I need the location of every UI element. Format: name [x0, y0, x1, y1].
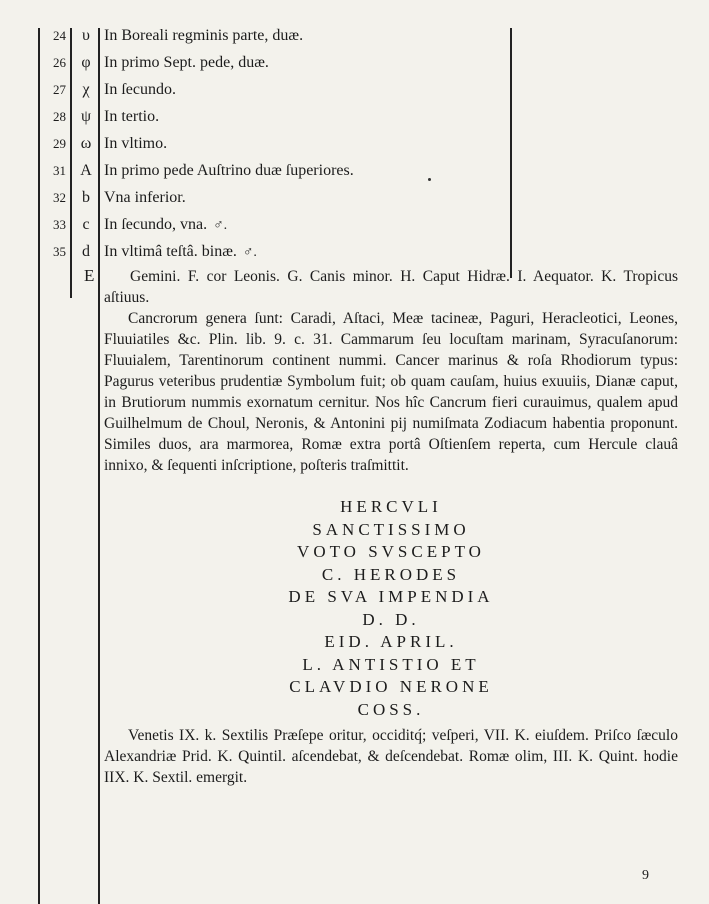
star-row: [0, 211, 709, 239]
closing-paragraph: Venetis IX. k. Sextilis Præſepe oritur, occiditq́; veſperi, VII. K. eiuſdem. Priſco ſæculo Alexandriæ Prid. K. Quintil. aſcendebat, & deſcendebat. Romæ olim, III. K. Quint. hodie IIX. K. Sextil. emergit.: [104, 727, 678, 786]
star-description-text: In vltimo.: [104, 135, 168, 152]
star-row: [0, 184, 709, 212]
star-description-text: In primo pede Auſtrino duæ ſuperiores.: [104, 162, 354, 179]
commentary-block: [104, 266, 678, 476]
star-number: 32: [53, 190, 66, 205]
star-symbol: A: [80, 162, 92, 179]
star-symbol: c: [82, 216, 90, 233]
star-row: [0, 157, 709, 185]
star-description: [104, 211, 227, 240]
star-row: [0, 103, 709, 131]
star-symbol: ω: [80, 135, 92, 152]
star-row: [0, 49, 709, 77]
inscription-line: DE SVA IMPENDIA: [288, 587, 494, 606]
star-description: [104, 22, 303, 50]
star-number: 33: [53, 217, 66, 232]
star-description: [104, 76, 176, 104]
inscription-line: VOTO SVSCEPTO: [297, 542, 485, 561]
star-description-text: Vna inferior.: [104, 189, 186, 206]
star-symbol: d: [82, 243, 90, 260]
star-number: 29: [53, 136, 66, 151]
inscription-line: EID. APRIL.: [324, 632, 458, 651]
star-description: [104, 49, 269, 77]
star-number: 26: [53, 55, 66, 70]
star-number: 31: [53, 163, 66, 178]
star-number: 24: [53, 28, 66, 43]
legend-letter: E: [84, 266, 95, 285]
star-description-text: In tertio.: [104, 108, 160, 125]
star-symbol: χ: [82, 81, 90, 98]
inscription-line: SANCTISSIMO: [312, 519, 470, 539]
star-number: 27: [53, 82, 66, 97]
star-description: [104, 184, 186, 212]
star-description-text: In Boreali regminis parte, duæ.: [104, 27, 304, 44]
inscription-line: CLAVDIO NERONE: [289, 677, 493, 696]
star-symbol: υ: [82, 27, 90, 44]
star-description: [104, 238, 257, 267]
star-description-text: In ſecundo, vna.: [104, 216, 208, 233]
star-row: [0, 238, 709, 266]
star-description: [104, 103, 159, 131]
star-number: 28: [53, 109, 66, 124]
inscription-line: HERCVLI: [340, 497, 442, 516]
page-mark: 9: [642, 868, 649, 883]
inscription-line: D. D.: [362, 609, 420, 629]
legend-paragraph: Gemini. F. cor Leonis. G. Canis minor. H. Caput Hidræ. I. Aequator. K. Tropicus aſtiuus.: [104, 268, 678, 306]
planet-mark: ♂.: [242, 245, 257, 260]
star-symbol: ψ: [80, 108, 91, 125]
star-description-text: In ſecundo.: [104, 81, 176, 98]
star-description: [104, 157, 354, 185]
star-description-text: In vltimâ teſtâ. binæ.: [104, 243, 237, 260]
hercules-inscription: [104, 496, 678, 721]
star-row: [0, 130, 709, 158]
inscription-line: L. ANTISTIO ET: [302, 654, 480, 674]
star-row: [0, 22, 709, 50]
inscription-line: C. HERODES: [321, 564, 461, 584]
inscription-line: COSS.: [357, 699, 425, 719]
star-number: 35: [53, 244, 66, 259]
star-symbol: φ: [81, 54, 91, 71]
star-description: [104, 130, 167, 158]
star-symbol: b: [82, 189, 90, 206]
closing-block: [104, 725, 678, 788]
cancer-paragraph: Cancrorum genera ſunt: Caradi, Aſtaci, Meæ tacineæ, Paguri, Heracleotici, Leones, Fluuiatiles &c. Plin. lib. 9. c. 31. Cammarum ſeu locuſtam marinam, Syracuſanorum: Fluuialem, Tarentinorum continent nummi. Cancer marinus & roſa Rhodiorum typus: Pagurus veteribus prudentiæ Symbolum fuit; ob quam cauſam, huius exuuiis, Dianæ caput, in Brutiorum nummis exornatum cernitur. Nos hîc Cancrum fieri curauimus, qualem apud Guilhelmum de Choul, Neronis, & Antonini pij numiſmata Zodiacum habentia proponunt. Similes duos, ara marmorea, Romæ extra portâ Oſtienſem reperta, cum Hercule clauâ innixo, & ſequenti inſcriptione, poſteris traſmittit.: [104, 310, 678, 474]
star-row: [0, 76, 709, 104]
planet-mark: ♂.: [213, 218, 228, 233]
star-description-text: In primo Sept. pede, duæ.: [104, 54, 269, 71]
ink-dot: [428, 178, 431, 181]
